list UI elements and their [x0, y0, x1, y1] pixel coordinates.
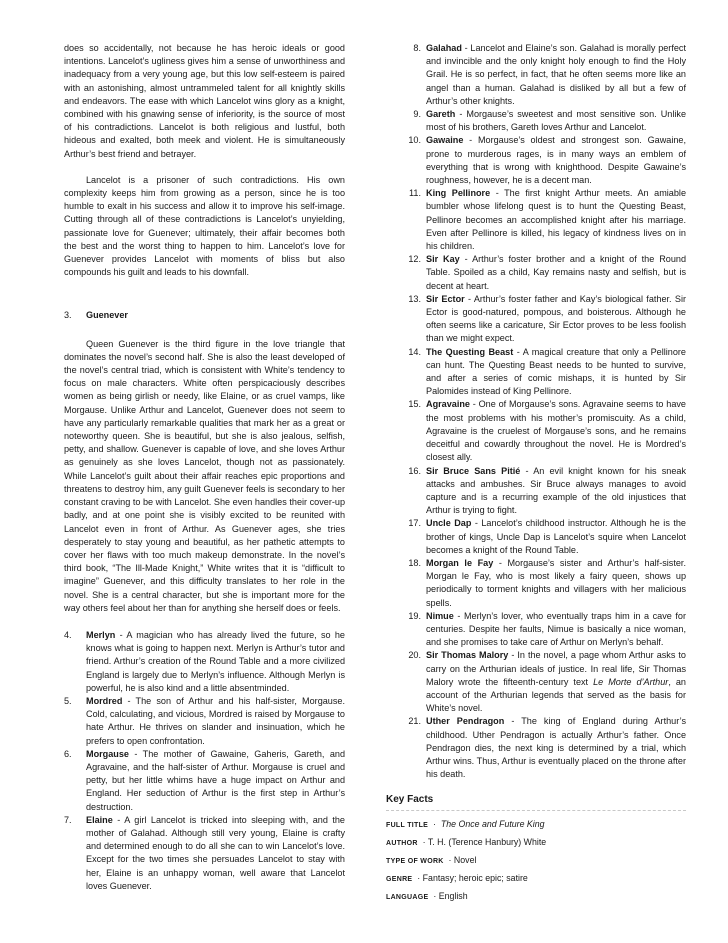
- key-fact-value: English: [438, 890, 468, 901]
- character-name: Nimue: [426, 610, 454, 621]
- list-item-text: [426, 108, 686, 134]
- character-name: Sir Kay: [426, 254, 460, 265]
- character-list-item: [386, 253, 686, 293]
- character-description: - Morgause’s sister and Arthur’s half-sister. Morgan le Fay, who is most likely a fairy queen, shows up periodically to torment knights and villagers with her malicious spells.: [426, 557, 686, 608]
- character-list-item: [386, 557, 686, 610]
- list-item-text: [426, 517, 686, 557]
- key-facts-list: [386, 817, 686, 905]
- key-fact-value: Fantasy; heroic epic; satire: [422, 872, 528, 883]
- character-list-item: [386, 465, 686, 518]
- key-fact-value: Novel: [453, 854, 477, 865]
- key-fact-row: [386, 835, 686, 851]
- list-item-text: [426, 42, 686, 108]
- list-item-text: [426, 557, 686, 610]
- character-name: Galahad: [426, 43, 462, 53]
- key-fact-value: The Once and Future King: [440, 818, 545, 829]
- character-name: Gawaine: [426, 135, 464, 146]
- character-name: Gareth: [426, 109, 456, 120]
- list-item-text: [86, 695, 345, 748]
- character-name: Sir Bruce Sans Pitié: [426, 465, 521, 476]
- character-name: Elaine: [86, 814, 113, 825]
- list-item-number: 8.: [413, 43, 421, 53]
- character-name: Sir Thomas Malory: [426, 650, 509, 661]
- character-description: - A magical creature that only a Pellinore can hunt. The Questing Beast needs to be hunted to survive, and after a series of comic mishaps, it is hunted by Sir Palomides instead of King Pellinore.: [426, 346, 686, 397]
- character-description: - An evil knight known for his sneak attacks and ambushes. Sir Bruce always manages to avoid capture and is a recurring example of the old injustices that Arthur is trying to fight.: [426, 465, 686, 516]
- guenever-paragraph: Queen Guenever is the third figure in the love triangle that dominates the novel’s second half. She is also the least developed of the novel’s central triad, which is consistent with White’s tendency to focus on male characters. White often perspicaciously describes women as being girlish or needy, like Elaine, or as cruel vamps, like Morgause. Unlike Arthur and Lancelot, Guenever does not seem to have any particularly remarkable qualities that mark her as a great or noteworthy queen. She is beautiful, but she is also jealous, selfish, petty, and shallow. Guenever is capable of love, and she loves Arthur as genuinely as she loves Lancelot, though not as passionately. While Lancelot’s guilt about their affair reaches epic proportions and threatens to destroy him, any guilt Guenever feels is secondary to her constant craving to be with Lancelot. She even handles their cover-up badly, and at one point she is visibly excited to be reunited with Lancelot even in front of Arthur. As Guenever ages, she tries desperately to stay young and beautiful, as her pathetic attempts to cover her flaws with too much makeup demonstrate. In the novel’s third book, “The Ill-Made Knight,” White writes that it is “difficult to imagine” Guenever, and this difficulty translates to her role in the novel. She is a central character, but she is important more for the way others feel about her than for anything she herself does or feels.: [64, 338, 345, 613]
- list-item-number: 12.: [408, 254, 421, 265]
- lancelot-contradictions-paragraph: Lancelot is a prisoner of such contradictions. His own complexity keeps him from growing as a person, since he is too humble to exalt in his success and allow it to improve his self-image. Cutting through all of these contradictions is Lancelot’s unyielding, passionate love for Guenever; ultimately, their affair becomes both the best and the worst thing to happen to him. Lancelot’s love for Guenever provides Lancelot with moments of bliss but also compounds his guilt and leads to his downfall.: [64, 174, 345, 278]
- character-list-item: [386, 649, 686, 715]
- section-title: Guenever: [86, 310, 128, 321]
- character-description: - Morgause’s oldest and strongest son. Gawaine, prone to murderous rages, is in many ways an emblem of everything that is wrong with knighthood. Despite Gawaine’s roughness, however, he is a decent man.: [426, 135, 686, 186]
- list-item-number: 18.: [408, 557, 421, 568]
- right-column: [386, 42, 686, 905]
- list-item-number: 14.: [408, 346, 421, 357]
- character-name: Merlyn: [86, 629, 116, 640]
- character-description: - Lancelot’s childhood instructor. Although he is the brother of kings, Uncle Dap is Lancelot’s squire when Lancelot becomes a knight of the Round Table.: [426, 518, 686, 555]
- character-description: - A magician who has already lived the future, so he knows what is going to happen next. Merlyn is Arthur’s tutor and friend. Arthur’s creation of the Round Table and a more civilized England is largely due to Merlyn’s influence. Although Merlyn is powerful, he is also kind and a little absentminded.: [86, 629, 345, 693]
- character-description: - In the novel, a page whom Arthur asks to carry on the Arthurian ideals of justice. In real life, Sir Thomas Malory wrote the fifteenth-century text: [426, 650, 686, 687]
- list-item-number: 13.: [408, 293, 421, 304]
- character-list-item: [64, 748, 345, 814]
- list-item-text: [86, 629, 345, 695]
- key-fact-label: TYPE OF WORK: [386, 857, 444, 865]
- character-description: - The mother of Gawaine, Gaheris, Gareth, and Agravaine, and the half-sister of Arthur. Morgause is cruel and petty, but her little whims have a huge impact on Arthur and England. Her seduction of Arthur is the first step in Arthur’s destruction.: [86, 748, 345, 812]
- key-fact-value: T. H. (Terence Hanbury) White: [427, 836, 547, 847]
- key-fact-separator: ·: [443, 854, 454, 865]
- character-description: - Morgause’s sweetest and most sensitive son. Unlike most of his brothers, Gareth loves Arthur and Lancelot.: [426, 109, 686, 133]
- character-list-item: [386, 517, 686, 557]
- book-title: Le Morte d’Arthur: [593, 676, 669, 687]
- list-item-text: [426, 346, 686, 399]
- list-item-number: 4.: [64, 629, 72, 640]
- key-fact-separator: ·: [417, 836, 428, 847]
- list-item-number: 7.: [64, 814, 72, 825]
- list-item-text: [426, 610, 686, 650]
- list-item-text: [426, 465, 686, 518]
- list-item-number: 20.: [408, 650, 421, 661]
- character-description: - The son of Arthur and his half-sister, Morgause. Cold, calculating, and vicious, Mordred is raised by Morgause to hate Arthur. He thrives on slander and insinuation, which he prefers to open confrontation.: [86, 695, 345, 746]
- character-list-item: [64, 814, 345, 893]
- character-name: Mordred: [86, 695, 123, 706]
- character-description: - Arthur’s foster father and Kay’s biological father. Sir Ector is good-natured, pompous, and boisterous. Although he often seems like a caricature, Sir Ector proves to be less foolish than we might expect.: [426, 293, 686, 344]
- character-list-item: [64, 695, 345, 748]
- list-item-number: 6.: [64, 748, 72, 759]
- key-fact-separator: ·: [412, 872, 423, 883]
- character-description: - The first knight Arthur meets. An amiable bumbler whose lifelong quest is to hunt the Questing Beast, Pellinore becomes an accomplished knight after his marriage. Even after Pellinore is killed, his legacy of kindness lives on in his children.: [426, 188, 687, 252]
- character-name: Uther Pendragon: [426, 716, 505, 727]
- character-name: Morgan le Fay: [426, 557, 494, 568]
- key-fact-separator: ·: [428, 890, 439, 901]
- character-description: - A girl Lancelot is tricked into sleeping with, and the mother of Galahad. Although still very young, Elaine is crafty and determined enough to do all she can to win Lancelot’s love. Except for the two times she persuades Lancelot to stay with her, Elaine is an unhappy woman, well aware that Lancelot loves Guenever.: [86, 814, 345, 891]
- character-name: Sir Ector: [426, 293, 465, 304]
- section-heading-guenever: [64, 309, 345, 322]
- list-item-number: 11.: [409, 188, 421, 199]
- key-fact-label: LANGUAGE: [386, 893, 429, 901]
- character-list-item: [386, 42, 686, 108]
- character-name: The Questing Beast: [426, 346, 514, 357]
- character-list-right: [386, 42, 686, 781]
- key-fact-label: AUTHOR: [386, 839, 418, 847]
- character-list-left: [64, 629, 345, 893]
- list-item-number: 5.: [64, 695, 72, 706]
- key-fact-row: [386, 853, 686, 869]
- lancelot-paragraph-continued: does so accidentally, not because he has heroic ideals or good intentions. Lancelot’s ugliness gives him a sense of unworthiness and inadequacy from a very young age, but this low self-esteem is paired with an astonishing, almost untrammeled talent for all knightly skills and endeavors. The ease with which Lancelot wins glory as a knight, combined with his gnawing sense of inferiority, is the source of most of his contradictions. Lancelot is both religious and lustful, both hideous and exalted, both meek and violent. He is simultaneously Arthur’s best friend and betrayer.: [64, 43, 345, 159]
- list-item-text: [86, 748, 345, 814]
- character-name: Uncle Dap: [426, 518, 472, 529]
- key-fact-separator: ·: [428, 818, 441, 829]
- list-item-text: [426, 187, 686, 253]
- list-item-number: 9.: [413, 109, 421, 120]
- character-list-item: [386, 108, 686, 134]
- character-description: - Arthur’s foster brother and a knight of the Round Table. Spoiled as a child, Kay remains nasty and selfish, but is decent at heart.: [426, 254, 686, 291]
- left-column: [64, 42, 345, 893]
- character-description: - One of Morgause’s sons. Agravaine seems to have the most problems with his mother’s promiscuity. As a child, Agravaine is the cruelest of Morgause’s sons, and he remains deceitful and cowardly throughout the novel. He is Mordred’s closest ally.: [426, 399, 686, 463]
- key-facts-heading: Key Facts: [386, 793, 686, 810]
- character-list-item: [386, 346, 686, 399]
- list-item-text: [426, 715, 686, 781]
- character-description-tail: , an account of the Arthurian legends that served as the basis for White’s novel.: [426, 676, 686, 714]
- list-item-text: [426, 649, 686, 715]
- character-list-item: [386, 187, 686, 253]
- key-fact-label: GENRE: [386, 875, 413, 883]
- list-item-number: 10.: [408, 135, 421, 146]
- character-name: Morgause: [86, 748, 129, 759]
- character-name: Agravaine: [426, 399, 470, 410]
- character-description: - Merlyn’s lover, who eventually traps him in a cave for centuries. Despite her faults, Nimue is basically a nice woman, and she promises to take care of Arthur on Merlyn’s behalf.: [426, 610, 686, 648]
- key-fact-label: FULL TITLE: [386, 821, 429, 829]
- section-number: 3.: [64, 310, 72, 321]
- character-name: King Pellinore: [426, 188, 491, 199]
- character-description: - The king of England during Arthur’s childhood. Uther Pendragon is actually Arthur’s father. Once Pendragon dies, the next king is determined by a trial, which Arthur wins. Thus, Arthur is eventually placed on the throne after his death.: [426, 716, 686, 780]
- list-item-number: 15.: [408, 399, 421, 410]
- list-item-number: 21.: [408, 716, 421, 727]
- character-description: - Lancelot and Elaine’s son. Galahad is morally perfect and invincible and the only knight holy enough to find the Holy Grail. He is so perfect, in fact, that he often seems more like an angel than a human. Galahad is disliked by all but a few of Arthur’s other knights.: [426, 43, 686, 106]
- key-fact-row: [386, 817, 686, 833]
- key-fact-row: [386, 871, 686, 887]
- list-item-number: 19.: [408, 610, 421, 621]
- list-item-text: [86, 814, 345, 893]
- character-list-item: [64, 629, 345, 695]
- character-list-item: [386, 293, 686, 346]
- list-item-text: [426, 293, 686, 346]
- character-list-item: [386, 398, 686, 464]
- list-item-number: 16.: [408, 465, 421, 476]
- character-list-item: [386, 715, 686, 781]
- character-list-item: [386, 134, 686, 187]
- list-item-text: [426, 398, 686, 464]
- list-item-text: [426, 253, 686, 293]
- key-fact-row: [386, 889, 686, 905]
- character-list-item: [386, 610, 686, 650]
- list-item-number: 17.: [408, 518, 421, 529]
- list-item-text: [426, 134, 686, 187]
